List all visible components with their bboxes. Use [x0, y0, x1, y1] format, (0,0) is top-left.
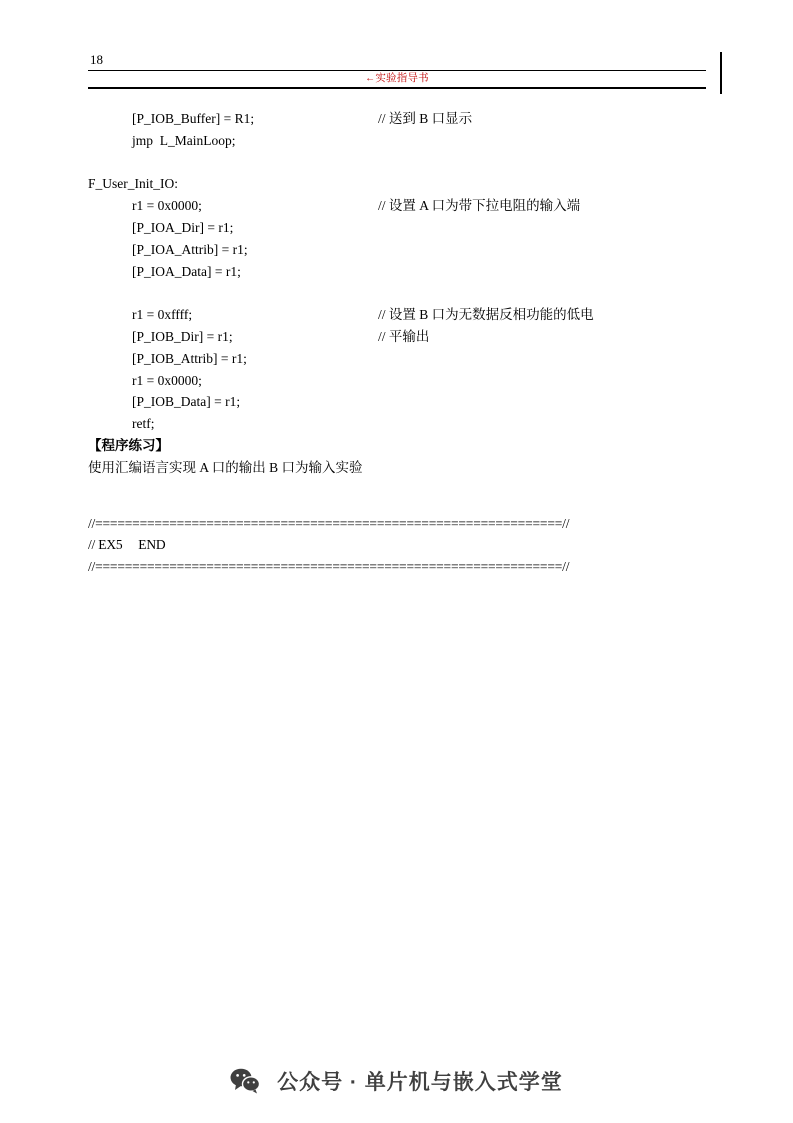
code-line	[88, 391, 708, 413]
code-text: F_User_Init_IO:	[88, 176, 178, 192]
code-text: r1 = 0x0000;	[132, 198, 202, 214]
code-line	[88, 370, 708, 392]
header-rule-bottom	[88, 87, 706, 89]
code-line	[88, 326, 708, 348]
code-line	[88, 195, 708, 217]
footer-line-2: // EX5 END	[88, 537, 166, 553]
left-arrow-icon: ←	[365, 73, 376, 84]
header-rule-top	[88, 70, 706, 71]
code-line	[88, 348, 708, 370]
code-line	[88, 413, 708, 435]
header-side-bar	[720, 52, 722, 94]
code-text: retf;	[132, 416, 155, 432]
code-text: [P_IOB_Data] = r1;	[132, 394, 241, 410]
code-text: r1 = 0x0000;	[132, 372, 202, 388]
code-comment: // 设置 A 口为带下拉电阻的输入端	[378, 198, 581, 214]
header-title: 实验指导书	[375, 73, 429, 84]
code-line	[88, 108, 708, 130]
code-text: [P_IOA_Attrib] = r1;	[132, 241, 248, 257]
watermark-text: 公众号 · 单片机与嵌入式学堂	[277, 1071, 563, 1094]
code-block	[88, 108, 708, 435]
code-line	[88, 173, 708, 195]
code-line	[88, 130, 708, 152]
code-line	[88, 261, 708, 283]
page-header	[88, 52, 706, 89]
code-line	[88, 152, 708, 174]
footer-comment-block	[88, 513, 708, 578]
code-comment: // 设置 B 口为无数据反相功能的低电	[378, 307, 594, 323]
code-text: r1 = 0xffff;	[132, 307, 193, 323]
code-text: jmp L_MainLoop;	[132, 132, 236, 148]
footer-line-3: //===============================================================//	[88, 559, 570, 575]
code-text: [P_IOB_Attrib] = r1;	[132, 350, 247, 366]
header-center-text	[88, 72, 706, 86]
code-text: [P_IOB_Dir] = r1;	[132, 328, 233, 344]
watermark	[0, 1066, 793, 1096]
wechat-icon	[230, 1068, 260, 1094]
footer-line-1: //===============================================================//	[88, 515, 570, 531]
practice-title: 【程序练习】	[88, 437, 169, 453]
code-line	[88, 304, 708, 326]
code-text: [P_IOA_Data] = r1;	[132, 263, 241, 279]
code-comment: // 送到 B 口显示	[378, 111, 473, 126]
code-text: [P_IOB_Buffer] = R1;	[132, 111, 255, 126]
page-number: 18	[90, 52, 103, 67]
code-line	[88, 282, 708, 304]
document-body	[88, 108, 708, 578]
code-text: [P_IOA_Dir] = r1;	[132, 219, 234, 235]
practice-text: 使用汇编语言实现 A 口的输出 B 口为输入实验	[88, 459, 363, 475]
code-line	[88, 217, 708, 239]
code-line	[88, 239, 708, 261]
code-comment: // 平输出	[378, 328, 430, 344]
